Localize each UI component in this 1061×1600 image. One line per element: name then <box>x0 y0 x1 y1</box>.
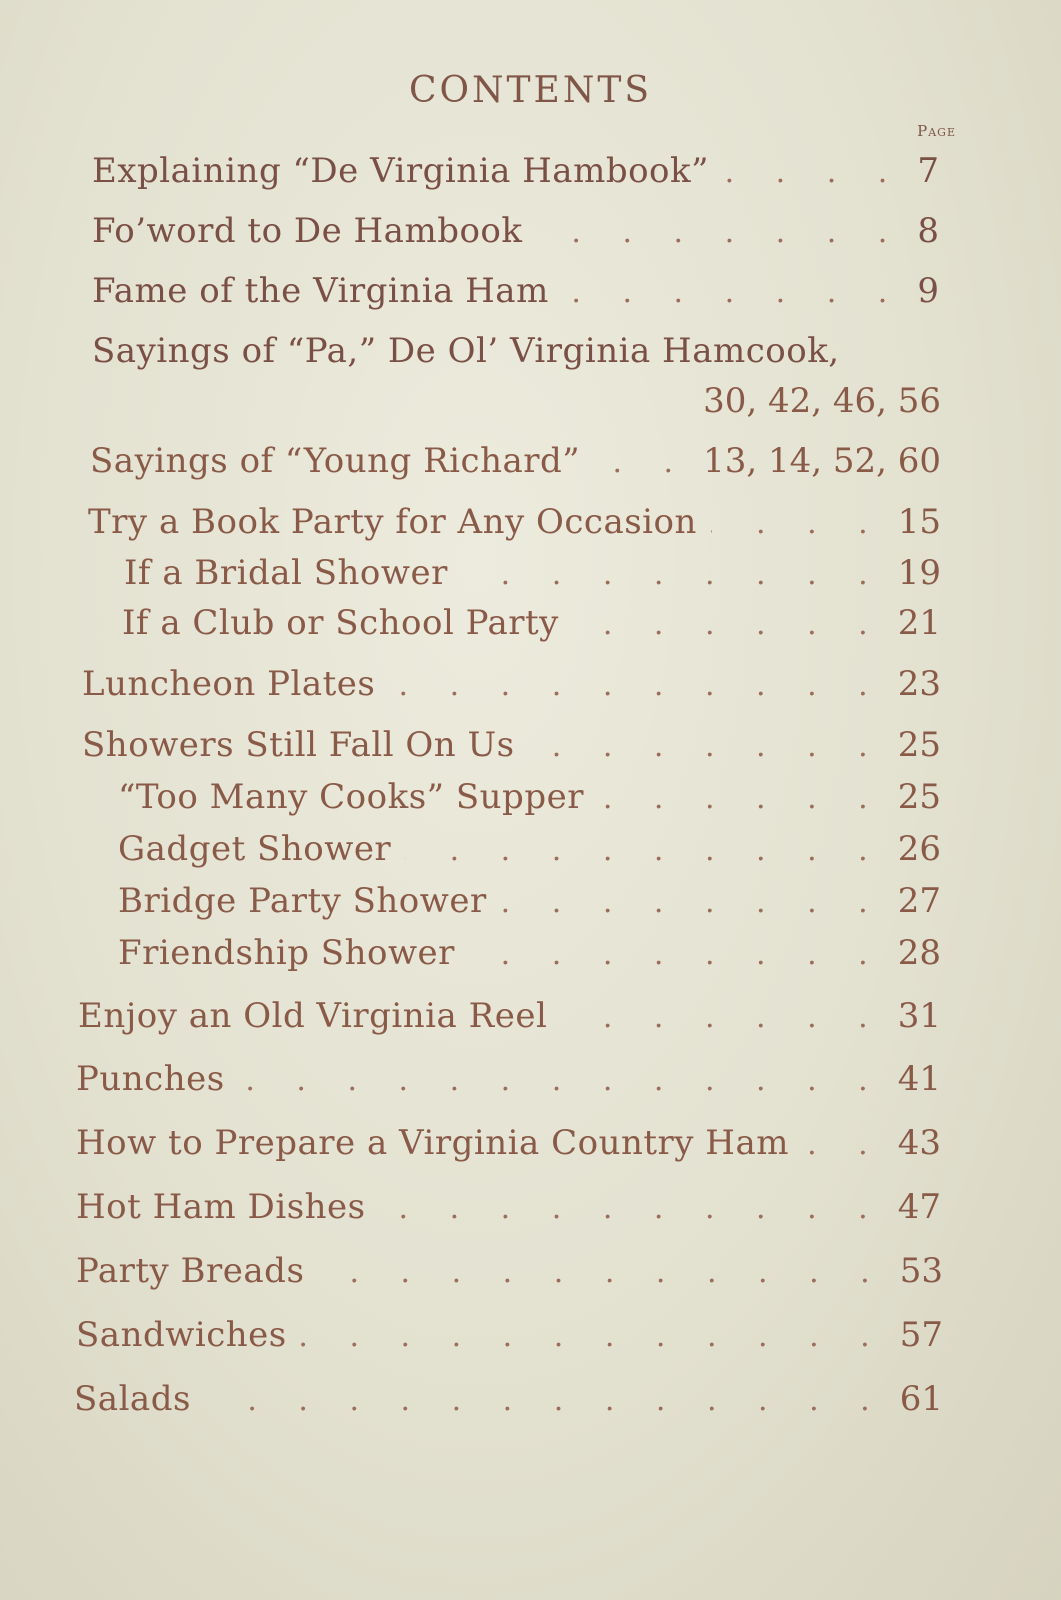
toc-entry-page: 57 <box>899 1315 943 1355</box>
dot-leader <box>380 1186 884 1232</box>
toc-entry-page: 31 <box>897 996 941 1036</box>
toc-entry-page: 53 <box>899 1251 943 1291</box>
toc-entry-page: 28 <box>897 933 941 973</box>
toc-entry-page: 9 <box>917 271 939 311</box>
toc-entry <box>76 1312 943 1358</box>
toc-entry-title: If a Bridal Shower <box>124 553 448 593</box>
toc-entry <box>118 930 941 976</box>
toc-entry <box>82 661 941 707</box>
toc-entry-page: 25 <box>897 725 941 765</box>
toc-entry <box>88 499 941 545</box>
toc-entry <box>124 550 941 596</box>
dot-leader <box>389 663 883 709</box>
toc-entry-page: 8 <box>917 211 939 251</box>
toc-entry-page: 41 <box>897 1059 941 1099</box>
dot-leader <box>469 932 884 978</box>
dot-leader <box>462 552 884 598</box>
toc-entry <box>76 1184 941 1230</box>
toc-entry-title: How to Prepare a Virginia Country Ham <box>76 1123 789 1163</box>
dot-leader <box>301 1314 886 1360</box>
toc-entry-title: Showers Still Fall On Us <box>82 725 515 765</box>
toc-entry-title: Salads <box>74 1379 191 1419</box>
dot-leader <box>563 270 904 316</box>
toc-entry-title: Explaining “De Virginia Hambook” <box>92 151 710 191</box>
toc-entry-title: Gadget Shower <box>118 829 392 869</box>
toc-entry <box>92 268 939 314</box>
toc-entry <box>118 774 941 820</box>
toc-entry-page: 15 <box>897 502 941 542</box>
toc-entry-title: Friendship Shower <box>118 933 455 973</box>
dot-leader <box>723 150 903 196</box>
toc-entry <box>82 722 941 768</box>
toc-entry <box>92 328 939 374</box>
toc-entry <box>118 878 941 924</box>
toc-entry-title: Sayings of “Young Richard” <box>90 441 581 481</box>
dot-leader <box>239 1058 884 1104</box>
toc-entry-title: Try a Book Party for Any Occasion <box>88 502 697 542</box>
toc-entry-page: 13, 14, 52, 60 <box>703 441 941 481</box>
toc-entry <box>92 208 939 254</box>
toc-entry <box>78 993 941 1039</box>
toc-entry-page: 61 <box>899 1379 943 1419</box>
toc-entry <box>76 1056 941 1102</box>
toc-entry-title: Fame of the Virginia Ham <box>92 271 549 311</box>
dot-leader <box>561 995 883 1041</box>
toc-entry-title: Sandwiches <box>76 1315 287 1355</box>
toc-entry <box>74 1376 943 1422</box>
toc-entry-title: Party Breads <box>76 1251 305 1291</box>
toc-entry <box>90 438 941 484</box>
page-column-label: Page <box>917 122 956 140</box>
toc-entry <box>118 826 941 872</box>
dot-leader <box>803 1122 884 1168</box>
toc-entry-title: “Too Many Cooks” Supper <box>118 777 584 817</box>
toc-entry-page: 19 <box>897 553 941 593</box>
toc-entry-title: Bridge Party Shower <box>118 881 487 921</box>
toc-entry-page: 23 <box>897 664 941 704</box>
toc-entry <box>122 600 941 646</box>
toc-entry-page: 30, 42, 46, 56 <box>703 381 941 421</box>
toc-entry-page: 25 <box>897 777 941 817</box>
toc-entry <box>92 148 939 194</box>
contents-title: CONTENTS <box>408 70 653 111</box>
dot-leader <box>537 210 904 256</box>
toc-entry-title: Fo’word to De Hambook <box>92 211 523 251</box>
dot-leader <box>594 440 689 486</box>
toc-entry-page: 43 <box>897 1123 941 1163</box>
toc-entry-page: 21 <box>897 603 941 643</box>
dot-leader <box>205 1378 886 1424</box>
toc-entry-title: Sayings of “Pa,” De Ol’ Virginia Hamcook, <box>92 331 840 371</box>
toc-entry-title: Enjoy an Old Virginia Reel <box>78 996 548 1036</box>
toc-entry <box>76 1248 943 1294</box>
dot-leader <box>711 501 884 547</box>
toc-entry-title: Luncheon Plates <box>82 664 376 704</box>
dot-leader <box>529 724 884 770</box>
dot-leader <box>598 776 884 822</box>
dot-leader <box>501 880 884 926</box>
toc-entry-title: Punches <box>76 1059 225 1099</box>
toc-entry-page: 7 <box>917 151 939 191</box>
toc-entry-title: Hot Ham Dishes <box>76 1187 366 1227</box>
toc-entry-page: 27 <box>897 881 941 921</box>
toc-entry-page: 26 <box>897 829 941 869</box>
dot-leader <box>573 602 884 648</box>
dot-leader <box>318 1250 885 1296</box>
toc-entry-title: If a Club or School Party <box>122 603 559 643</box>
toc-entry <box>76 1120 941 1166</box>
dot-leader <box>405 828 884 874</box>
toc-entry-page: 47 <box>897 1187 941 1227</box>
